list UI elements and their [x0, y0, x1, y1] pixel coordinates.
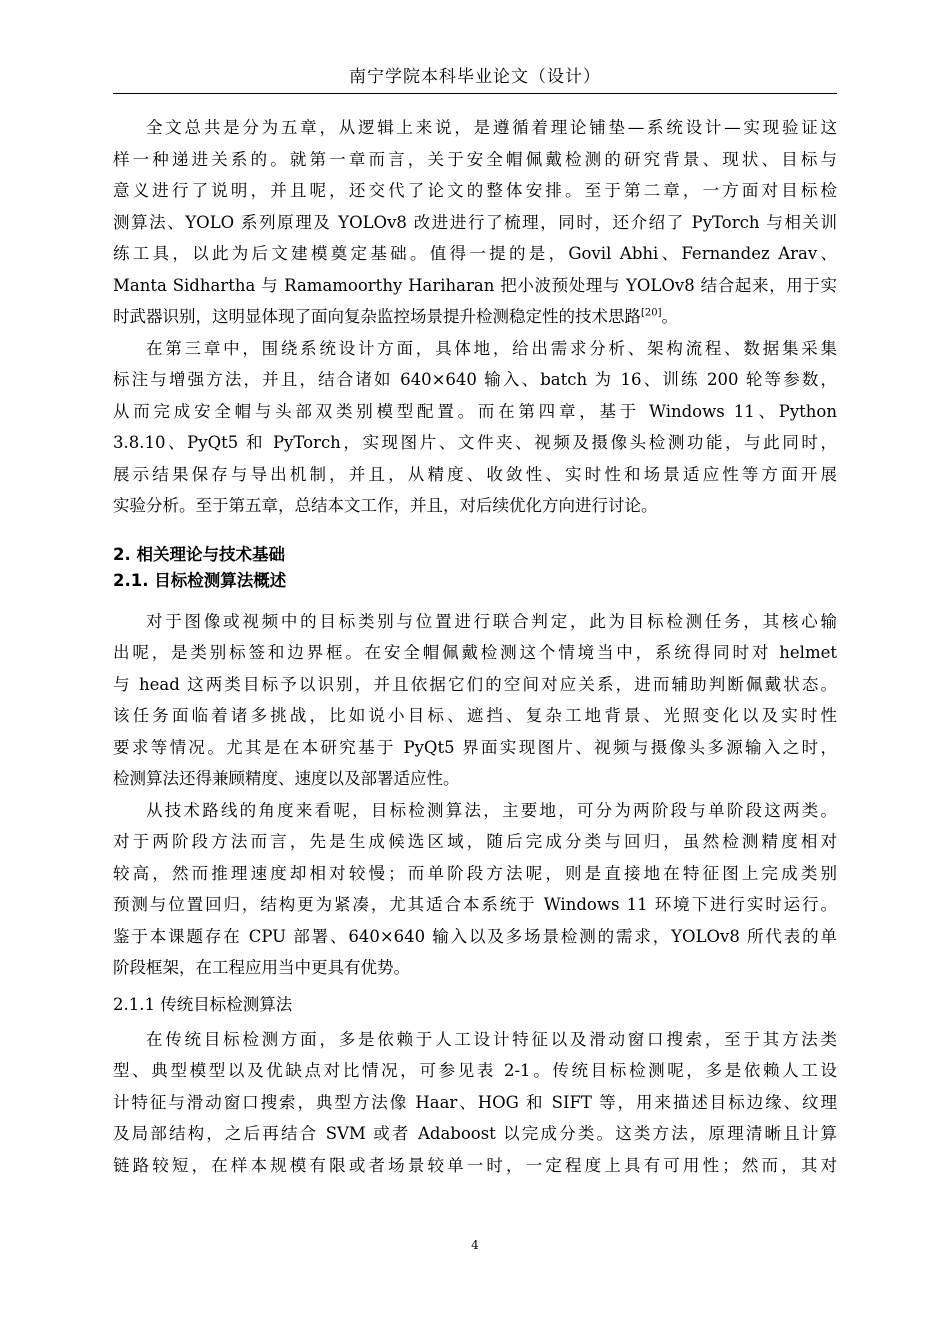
- text-line: 出呢，是类别标签和边界框。在安全帽佩戴检测这个情境当中，系统得同时对 helmet: [113, 643, 837, 662]
- text-line: 计特征与滑动窗口搜索，典型方法像 Haar、HOG 和 SIFT 等，用来描述目标边缘、纹理: [113, 1092, 837, 1112]
- paragraph-chapter-overview: [113, 112, 837, 333]
- paragraph-chapters-three-five: [113, 333, 837, 522]
- paragraph-technical-routes: [113, 795, 837, 984]
- text-line: 样一种递进关系的。就第一章而言，关于安全帽佩戴检测的研究背景、现状、目标与: [113, 149, 837, 169]
- section-heading-2: 2. 相关理论与技术基础: [113, 544, 285, 564]
- section-heading-2-1: 2.1. 目标检测算法概述: [113, 570, 287, 590]
- paragraph-traditional-methods: [113, 1024, 837, 1182]
- text-line: 标注与增强方法，并且，结合诸如 640×640 输入、batch 为 16、训练 200 轮等参数，: [113, 370, 837, 389]
- text-line: 3.8.10、PyQt5 和 PyTorch，实现图片、文件夹、视频及摄像头检测功能，与此同时，: [113, 433, 837, 452]
- text-line: 链路较短，在样本规模有限或者场景较单一时，一定程度上具有可用性；然而，其对: [113, 1155, 837, 1175]
- text-line: 实验分析。至于第五章，总结本文工作，并且，对后续优化方向进行讨论。: [113, 496, 658, 515]
- text-line-tail: 。: [661, 307, 679, 326]
- text-line: 展示结果保存与导出机制，并且，从精度、收敛性、实时性和场景适应性等方面开展: [113, 464, 837, 484]
- text-line: 从而完成安全帽与头部双类别模型配置。而在第四章，基于 Windows 11、Python: [113, 401, 837, 421]
- text-line: 全文总共是分为五章，从逻辑上来说，是遵循着理论铺垫—系统设计—实现验证这: [146, 118, 837, 137]
- text-line: 该任务面临着诸多挑战，比如说小目标、遮挡、复杂工地背景、光照变化以及实时性: [113, 706, 837, 725]
- page-number: 4: [471, 1238, 479, 1252]
- text-line: 意义进行了说明，并且呢，还交代了论文的整体安排。至于第二章，一方面对目标检: [113, 181, 837, 200]
- text-line: [113, 301, 837, 333]
- page-header: 南宁学院本科毕业论文（设计）: [349, 67, 601, 87]
- text-line: 型、典型模型以及优缺点对比情况，可参见表 2-1。传统目标检测呢，多是依赖人工设: [113, 1061, 837, 1080]
- text-line: 对于两阶段方法而言，先是生成候选区域，随后完成分类与回归，虽然检测精度相对: [113, 832, 837, 851]
- text-line: 检测算法还得兼顾精度、速度以及部署适应性。: [113, 769, 460, 788]
- text-line: 从技术路线的角度来看呢，目标检测算法，主要地，可分为两阶段与单阶段这两类。: [146, 800, 837, 820]
- text-line: Manta Sidhartha 与 Ramamoorthy Hariharan 把小波预处理与 YOLOv8 结合起来，用于实: [113, 275, 837, 295]
- paragraph-detection-task: [113, 606, 837, 795]
- text-line: 在传统目标检测方面，多是依赖于人工设计特征以及滑动窗口搜索，至于其方法类: [146, 1029, 837, 1049]
- section-heading-2-1-1: 2.1.1 传统目标检测算法: [113, 994, 293, 1014]
- text-line: 要求等情况。尤其是在本研究基于 PyQt5 界面实现图片、视频与摄像头多源输入之时，: [113, 737, 837, 757]
- body-text: [113, 112, 837, 1181]
- text-line: 及局部结构，之后再结合 SVM 或者 Adaboost 以完成分类。这类方法，原理清晰且计算: [113, 1124, 837, 1143]
- text-line: 对于图像或视频中的目标类别与位置进行联合判定，此为目标检测任务，其核心输: [146, 611, 837, 631]
- citation-ref: [20]: [641, 307, 662, 319]
- text-line: 预测与位置回归，结构更为紧凑，尤其适合本系统于 Windows 11 环境下进行实时运行。: [113, 895, 837, 914]
- text-line: 在第三章中，围绕系统设计方面，具体地，给出需求分析、架构流程、数据集采集: [146, 338, 837, 358]
- text-line: 与 head 这两类目标予以识别，并且依据它们的空间对应关系，进而辅助判断佩戴状态。: [113, 674, 837, 694]
- text-line: 练工具，以此为后文建模奠定基础。值得一提的是，Govil Abhi、Fernandez Arav、: [113, 244, 837, 263]
- text-line: 阶段框架，在工程应用当中更具有优势。: [113, 958, 410, 977]
- header-rule: [113, 93, 837, 94]
- text-line: 测算法、YOLO 系列原理及 YOLOv8 改进进行了梳理，同时，还介绍了 PyTorch 与相关训: [113, 212, 837, 232]
- text-line: 鉴于本课题存在 CPU 部署、640×640 输入以及多场景检测的需求，YOLOv8 所代表的单: [113, 926, 837, 946]
- text-line: 较高，然而推理速度却相对较慢；而单阶段方法呢，则是直接地在特征图上完成类别: [113, 863, 837, 883]
- text-line-body: 时武器识别，这明显体现了面向复杂监控场景提升检测稳定性的技术思路: [113, 307, 641, 326]
